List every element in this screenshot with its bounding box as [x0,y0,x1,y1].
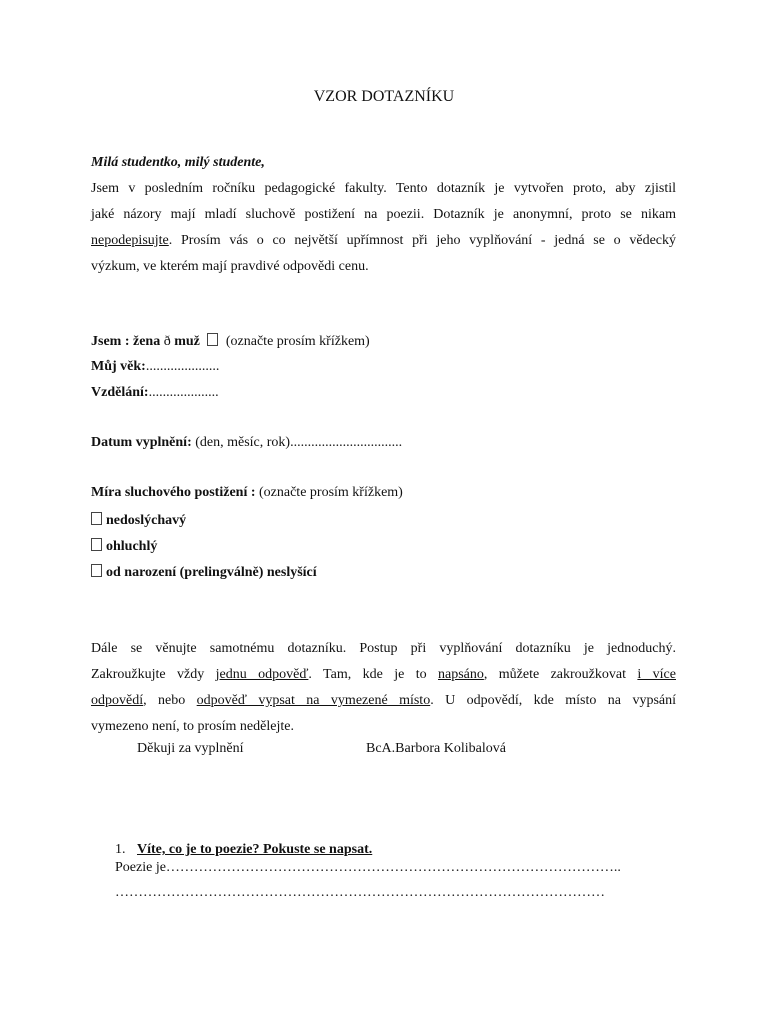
hearing-label: Míra sluchového postižení : [91,485,256,500]
education-row [91,385,219,401]
instructions-text: . U odpovědí, kde místo na vypsání [430,693,676,708]
checkbox[interactable] [91,538,102,551]
no-sign-text: nepodepisujte [91,233,169,248]
date-field[interactable]: ................................ [290,435,403,450]
document-title: VZOR DOTAZNÍKU [313,88,455,105]
hearing-option-label: ohluchlý [106,539,158,554]
intro-line: Jsem v posledním ročníku pedagogické fakulty. Tento dotazník je vytvořen proto, aby zjistil [91,181,676,196]
intro-line [91,228,676,254]
intro-line: jaké názory mají mladí sluchově postižení na poezii. Dotazník je anonymní, proto se nikam [91,207,676,222]
instructions-text: . Tam, kde je to [308,667,438,682]
checkbox[interactable] [91,564,102,577]
instructions-text: , můžete zakroužkovat [483,667,638,682]
hearing-option[interactable] [91,538,157,555]
hearing-hint: (označte prosím křížkem) [255,485,403,500]
hearing-option-label: od narození (prelingválně) neslyšící [106,565,317,580]
instructions-line [91,662,676,688]
male-checkbox[interactable] [207,333,218,346]
question-text: Víte, co je to poezie? Pokuste se napsat. [137,842,373,857]
age-label: Můj věk: [91,359,146,374]
female-checkbox-symbol[interactable]: ð [160,334,175,349]
answer-continuation-line[interactable]: …………………………………………………………………………………………… [115,885,605,900]
education-field[interactable]: .................... [148,385,219,400]
gender-label: Jsem : žena [91,334,161,349]
instructions-line: Dále se věnujte samotnému dotazníku. Postup při vyplňování dotazníku je jednoduchý. [91,641,676,656]
intro-paragraph [91,176,676,280]
question-number: 1. [115,842,126,857]
male-label: muž [174,334,200,349]
checkbox[interactable] [91,512,102,525]
question-1 [115,842,372,858]
answer-line[interactable] [115,860,621,876]
hearing-row [91,485,403,501]
intro-text: . Prosím vás o co největší upřímnost při jeho vyplňování - jedná se o vědecký [168,233,676,248]
instructions-text: , nebo [143,693,197,708]
hearing-option[interactable] [91,564,317,581]
thanks-text: Děkuji za vyplnění [137,741,244,756]
age-row [91,359,219,375]
gender-row [91,333,370,350]
answer-prefix: Poezie je [115,860,166,875]
instructions-line: vymezeno není, to prosím nedělejte. [91,719,294,734]
author-name: BcA.Barbora Kolibalová [366,741,506,756]
underlined-text: odpovědí [91,693,144,708]
instructions-paragraph [91,636,676,740]
date-hint: (den, měsíc, rok) [191,435,291,450]
date-row [91,435,402,451]
instructions-text: Zakroužkujte vždy [91,667,216,682]
underlined-text: napsáno [438,667,484,682]
age-field[interactable]: ..................... [145,359,220,374]
hearing-option-label: nedoslýchavý [106,513,187,528]
date-label: Datum vyplnění: [91,435,192,450]
answer-dots[interactable]: …………………………………………………………………………………….. [165,860,621,875]
underlined-text: i více [637,667,676,682]
underlined-text: jednu odpověď [215,667,309,682]
hearing-option[interactable] [91,512,186,529]
education-label: Vzdělání: [91,385,149,400]
greeting: Milá studentko, milý studente, [91,155,265,170]
gender-hint: (označte prosím křížkem) [225,334,370,349]
intro-line: výzkum, ve kterém mají pravdivé odpovědi cenu. [91,259,369,274]
underlined-text: odpověď vypsat na vymezené místo [196,693,431,708]
instructions-line [91,688,676,714]
